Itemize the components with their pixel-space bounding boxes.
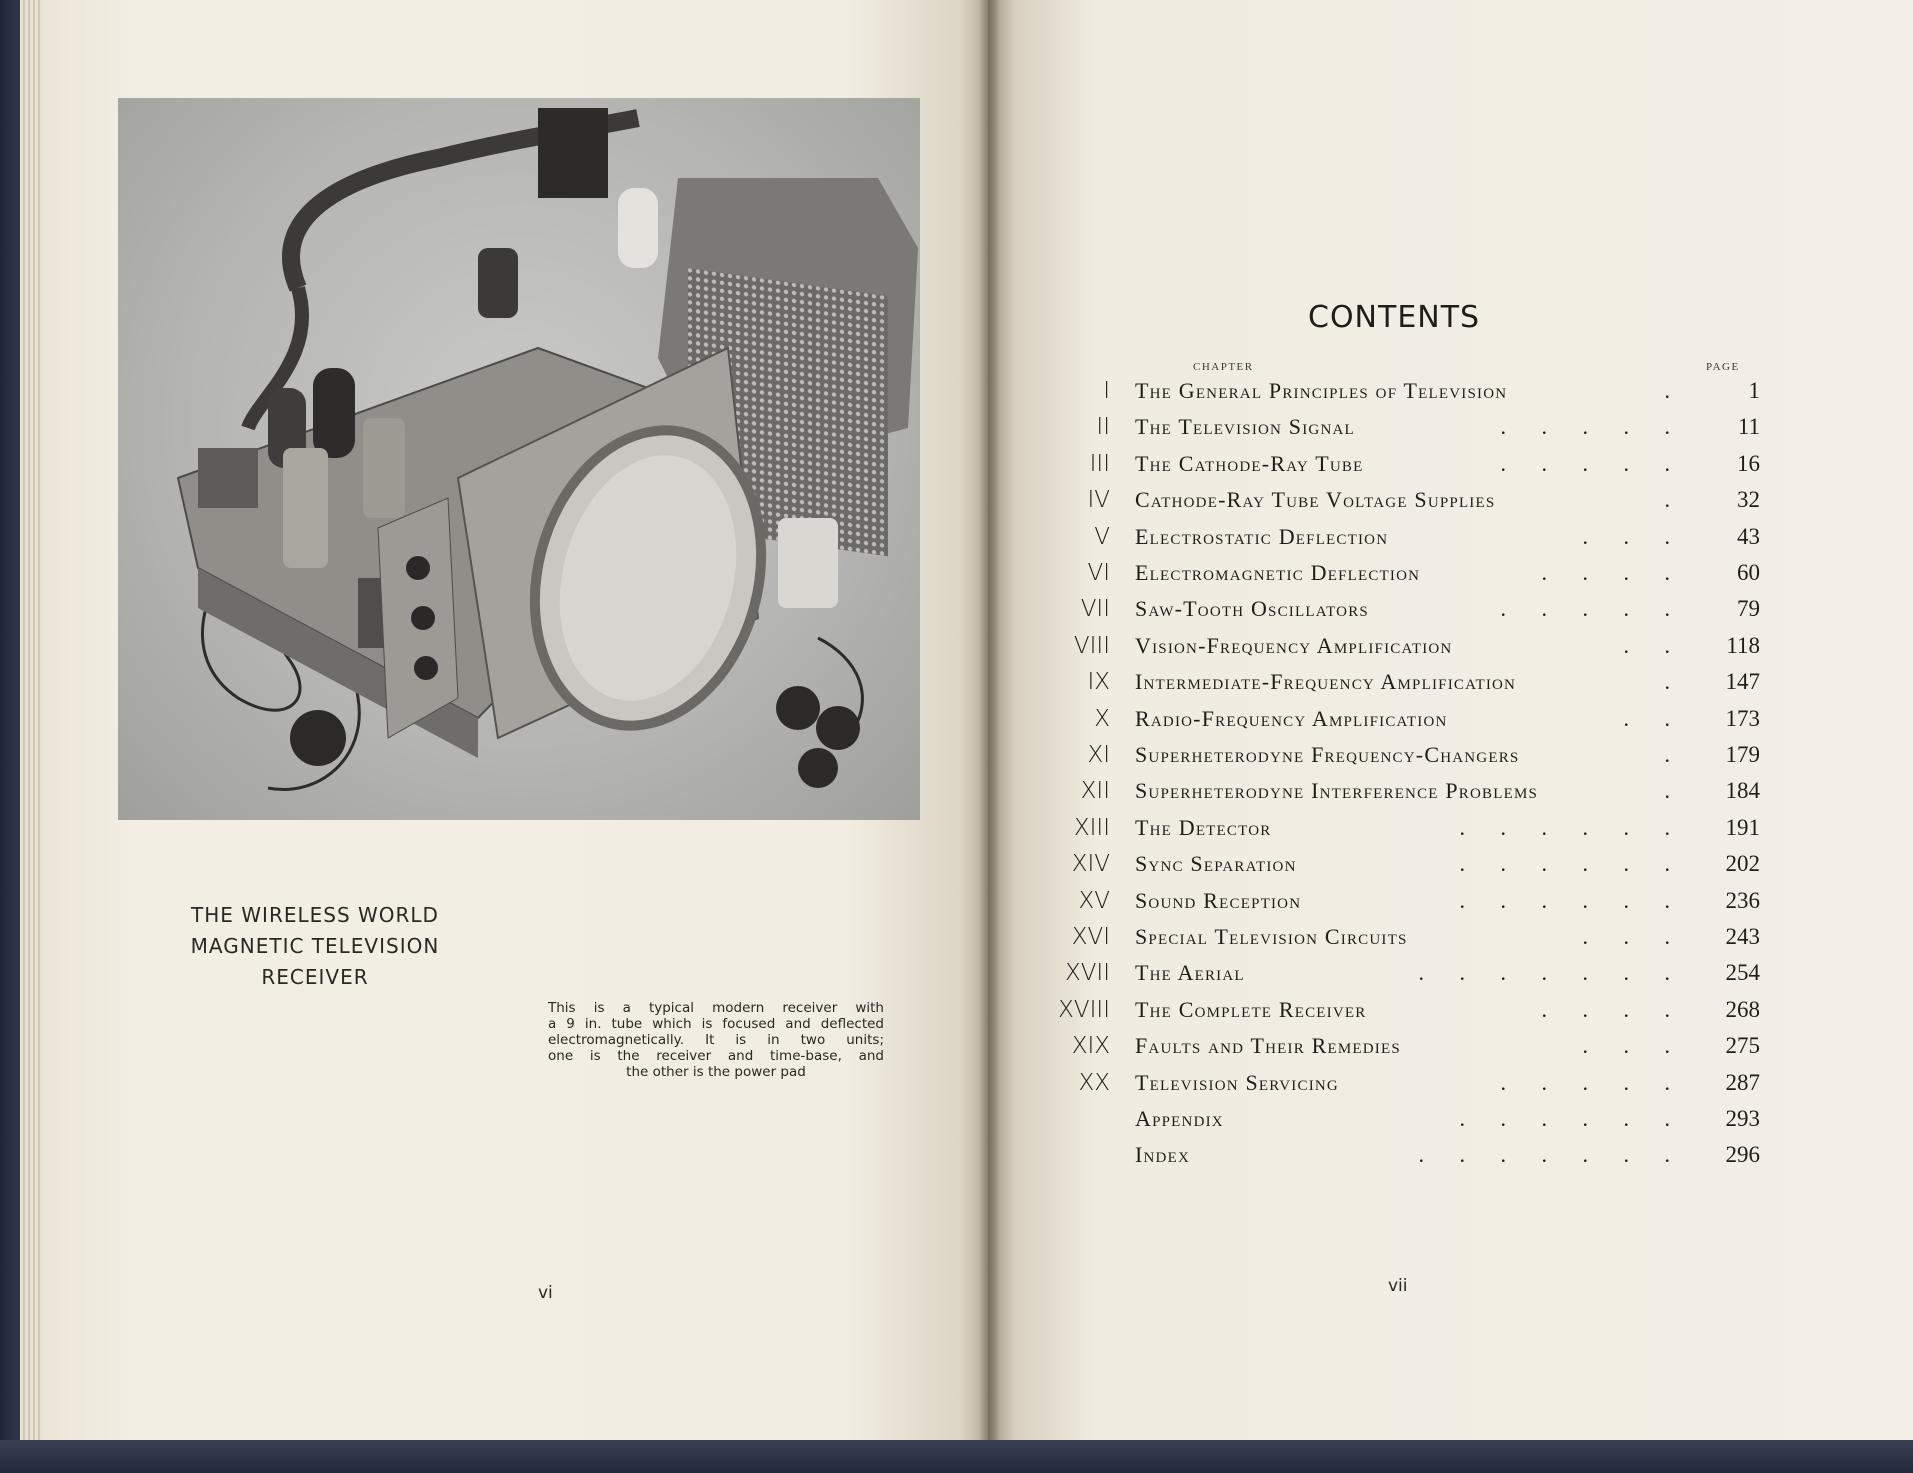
leader-dots: . <box>1664 487 1670 513</box>
chapter-title: Cathode-Ray Tube Voltage Supplies <box>1135 487 1496 513</box>
leader-dots: . . . . . . <box>1459 887 1670 913</box>
chapter-title: Special Television Circuits <box>1135 924 1408 949</box>
leader-dots: . <box>1664 378 1670 403</box>
contents-entry <box>1040 414 1760 450</box>
chapter-number: XIX <box>1071 1033 1110 1060</box>
chapter-page-number: 60 <box>1737 560 1760 585</box>
chapter-page-number: 293 <box>1725 1106 1760 1131</box>
chapter-number: XX <box>1078 1069 1110 1096</box>
leader-dots: . . . . . . <box>1459 814 1670 840</box>
chapter-number: III <box>1089 450 1110 477</box>
caption-text-line: This is a typical modern receiver with <box>548 1000 884 1016</box>
chapter-page-number: 275 <box>1725 1033 1760 1059</box>
chapter-page-number: 1 <box>1748 378 1760 403</box>
contents-entry <box>1040 1142 1760 1178</box>
leader-dots: . . . . . . <box>1459 1106 1670 1131</box>
chapter-page-number: 147 <box>1725 669 1760 695</box>
chapter-page-number: 287 <box>1725 1069 1760 1095</box>
contents-entry <box>1040 633 1760 669</box>
chapter-page-number: 296 <box>1725 1142 1760 1168</box>
receiver-photograph <box>118 98 920 820</box>
chapter-page-number: 236 <box>1725 887 1760 913</box>
chapter-title: Superheterodyne Frequency-Changers <box>1135 742 1520 767</box>
book-cover-bottom <box>0 1440 1913 1473</box>
chapter-title: The Aerial <box>1135 960 1245 986</box>
chapter-number: IV <box>1087 487 1110 514</box>
page-number-right: vii <box>1388 1276 1408 1296</box>
leader-dots: . . <box>1623 705 1670 731</box>
chapter-page-number: 118 <box>1726 632 1760 658</box>
chapter-number: XII <box>1080 778 1110 805</box>
chapter-title: The General Principles of Television <box>1135 378 1508 403</box>
chapter-title: Intermediate-Frequency Amplification <box>1135 669 1517 695</box>
book-gutter <box>978 0 1000 1450</box>
chapter-title: Sync Separation <box>1135 851 1297 877</box>
caption-text-line: electromagnetically. It is in two units; <box>548 1032 884 1048</box>
leader-dots: . <box>1664 742 1670 767</box>
contents-entry <box>1040 1106 1760 1142</box>
chapter-page-number: 16 <box>1737 450 1760 476</box>
chapter-title: Faults and Their Remedies <box>1135 1033 1401 1059</box>
chapter-title: Radio-Frequency Amplification <box>1135 705 1448 731</box>
contents-entry <box>1040 924 1760 960</box>
chapter-page-number: 191 <box>1725 814 1760 840</box>
chapter-number: XIII <box>1073 814 1110 841</box>
chapter-title: Electromagnetic Deflection <box>1135 560 1421 585</box>
leader-dots: . . . <box>1582 924 1670 949</box>
photo-caption-title <box>160 900 470 993</box>
chapter-title: Electrostatic Deflection <box>1135 523 1389 549</box>
chapter-number: VI <box>1087 560 1110 586</box>
chapter-number: I <box>1103 378 1110 404</box>
caption-text-line: the other is the power pad <box>626 1064 806 1080</box>
leader-dots: . <box>1664 778 1670 804</box>
chapter-number: V <box>1094 523 1110 550</box>
leader-dots: . . . . . <box>1500 450 1670 476</box>
leader-dots: . . . . . <box>1500 414 1670 440</box>
leader-dots: . . . . . <box>1500 596 1670 622</box>
leader-dots: . . . . . <box>1500 1069 1670 1095</box>
contents-entry <box>1040 669 1760 705</box>
chapter-title: Television Servicing <box>1135 1069 1339 1095</box>
contents-entry <box>1040 888 1760 924</box>
chapter-number: VII <box>1080 596 1110 623</box>
chapter-page-number: 173 <box>1725 705 1760 731</box>
receiver-illustration <box>118 98 920 820</box>
photo-caption-text <box>548 1000 884 1080</box>
contents-entry <box>1040 815 1760 851</box>
contents-entry <box>1040 560 1760 596</box>
leader-dots: . <box>1664 669 1670 695</box>
leader-dots: . . . <box>1582 1033 1670 1059</box>
chapter-number: XVI <box>1071 924 1110 950</box>
contents-entry <box>1040 960 1760 996</box>
contents-entry <box>1040 851 1760 887</box>
chapter-title: The Complete Receiver <box>1135 996 1367 1022</box>
chapter-page-number: 43 <box>1737 523 1760 549</box>
chapter-number: XVIII <box>1058 996 1110 1023</box>
contents-entry <box>1040 742 1760 778</box>
contents-entry <box>1040 1070 1760 1106</box>
contents-entry <box>1040 997 1760 1033</box>
chapter-number: XVII <box>1064 960 1110 987</box>
chapter-number: VIII <box>1073 632 1110 659</box>
contents-entry <box>1040 524 1760 560</box>
chapter-page-number: 79 <box>1737 596 1760 622</box>
chapter-title: Saw-Tooth Oscillators <box>1135 596 1369 622</box>
leader-dots: . . . . . . <box>1459 851 1670 877</box>
chapter-number: X <box>1094 705 1110 732</box>
chapter-title: Index <box>1135 1142 1190 1168</box>
chapter-page-number: 243 <box>1725 924 1760 949</box>
page-column-label: PAGE <box>1706 361 1740 373</box>
page-number-left: vi <box>538 1283 553 1303</box>
contents-entry <box>1040 706 1760 742</box>
caption-text-line: one is the receiver and time-base, and <box>548 1048 884 1064</box>
chapter-title: Appendix <box>1135 1106 1224 1131</box>
chapter-column-label: CHAPTER <box>1193 361 1254 373</box>
leader-dots: . . . . <box>1541 996 1670 1022</box>
contents-entry <box>1040 596 1760 632</box>
leader-dots: . . . <box>1582 523 1670 549</box>
leader-dots: . . . . <box>1541 560 1670 585</box>
chapter-page-number: 184 <box>1725 778 1760 804</box>
contents-entry <box>1040 1033 1760 1069</box>
contents-entry <box>1040 451 1760 487</box>
contents-heading: CONTENTS <box>1308 300 1481 335</box>
leader-dots: . . <box>1623 632 1670 658</box>
chapter-page-number: 11 <box>1737 414 1760 440</box>
chapter-number: XI <box>1087 742 1110 768</box>
chapter-page-number: 202 <box>1725 851 1760 877</box>
caption-title-line: MAGNETIC TELEVISION <box>190 934 440 958</box>
caption-title-line: THE WIRELESS WORLD <box>191 903 439 927</box>
leader-dots: . . . . . . . <box>1418 1142 1670 1168</box>
chapter-title: Superheterodyne Interference Problems <box>1135 778 1539 804</box>
contents-entry <box>1040 487 1760 523</box>
leader-dots: . . . . . . . <box>1418 960 1670 986</box>
chapter-title: The Detector <box>1135 814 1272 840</box>
chapter-page-number: 268 <box>1725 996 1760 1022</box>
chapter-number: IX <box>1087 669 1110 696</box>
chapter-title: The Television Signal <box>1135 414 1355 440</box>
chapter-title: Vision-Frequency Amplification <box>1135 632 1453 658</box>
chapter-number: XV <box>1078 887 1110 914</box>
chapter-number: XIV <box>1071 851 1110 878</box>
chapter-title: Sound Reception <box>1135 887 1302 913</box>
caption-text-line: a 9 in. tube which is focused and deflected <box>548 1016 884 1032</box>
chapter-page-number: 32 <box>1737 487 1760 513</box>
chapter-page-number: 179 <box>1725 742 1760 767</box>
caption-title-line: RECEIVER <box>261 965 369 989</box>
chapter-page-number: 254 <box>1725 960 1760 986</box>
contents-entry <box>1040 378 1760 414</box>
contents-entry <box>1040 778 1760 814</box>
chapter-title: The Cathode-Ray Tube <box>1135 450 1364 476</box>
chapter-number: II <box>1096 414 1110 441</box>
